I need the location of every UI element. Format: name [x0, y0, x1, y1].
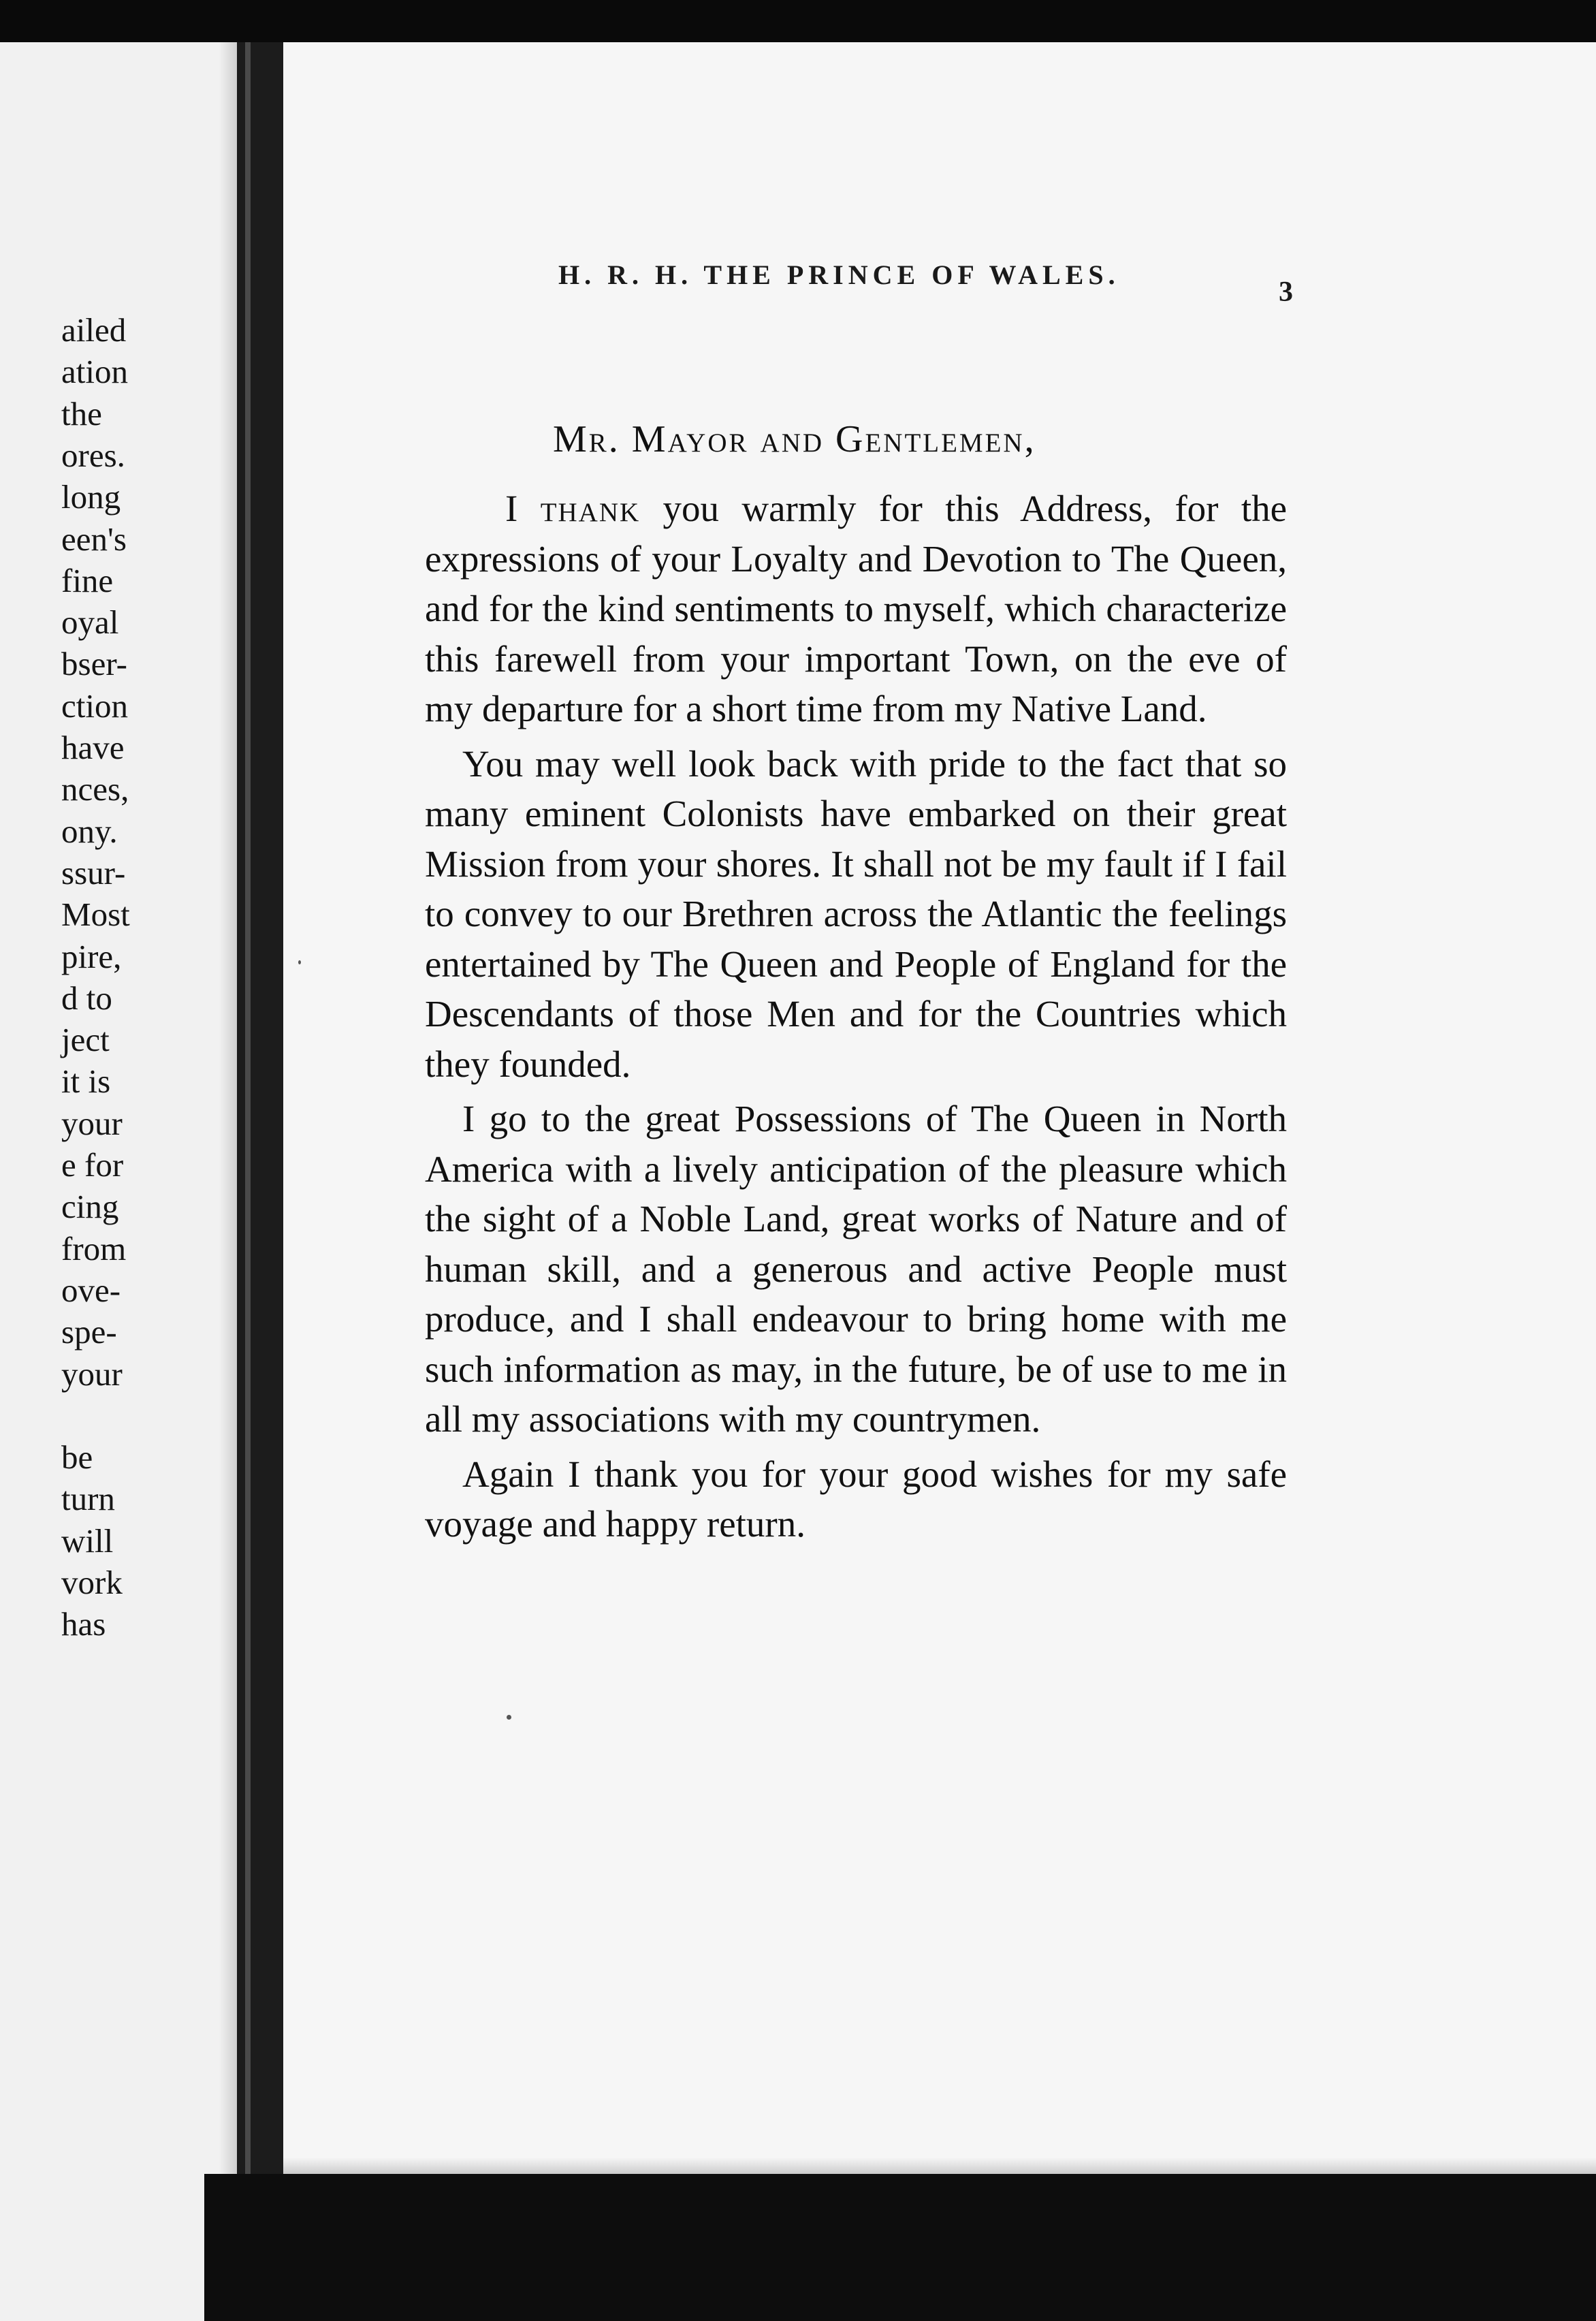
paragraph-3: I go to the great Possessions of The Queen in North America with a lively anticipation of the pleasure which the sight of a Noble Land, great works of Nature and of human skill, and a generous and active People must produce, and I shall endeavour to bring home with me such information as may, in the future, be of use to me in all my associations with my countrymen.	[425, 1098, 1287, 1440]
running-head: H. R. H. THE PRINCE OF WALES.	[558, 259, 1120, 290]
facing-page-fragment: cing	[61, 1188, 119, 1226]
ink-speck	[298, 960, 301, 964]
facing-page-fragment: ailed	[61, 311, 127, 349]
facing-page-fragment: Most	[61, 896, 130, 934]
first-smallcaps: thank	[540, 488, 641, 529]
facing-page-fragment: vork	[61, 1564, 123, 1601]
facing-page-fragment: nces,	[61, 770, 129, 808]
facing-page-fragment: ation	[61, 353, 128, 391]
paragraph-1	[425, 484, 1287, 734]
facing-page-fragment: ssur-	[61, 853, 126, 891]
facing-page-fragment: be	[61, 1438, 93, 1477]
gutter-shadow	[219, 42, 237, 2321]
facing-page-fragment: ject	[61, 1021, 110, 1059]
facing-page-fragment: ores.	[61, 436, 125, 474]
scan-bottom-border	[204, 2174, 1596, 2321]
facing-page-fragment: has	[61, 1605, 106, 1643]
ink-speck	[507, 1715, 511, 1720]
facing-page-fragment: ction	[61, 686, 128, 725]
facing-page-fragment: your	[61, 1104, 123, 1142]
page-number: 3	[1279, 277, 1293, 308]
facing-page-fragment: have	[61, 729, 125, 766]
facing-page-left	[0, 42, 237, 2321]
facing-page-fragment: the	[61, 394, 102, 432]
facing-page-fragment: spe-	[61, 1313, 117, 1351]
salutation: Mr. Mayor and Gentlemen,	[553, 418, 1036, 460]
spine-edge	[245, 42, 251, 2321]
facing-page-fragment: e for	[61, 1146, 124, 1184]
book-spine	[237, 42, 283, 2321]
facing-page-fragment: from	[61, 1229, 127, 1267]
facing-page-fragment: pire,	[61, 937, 122, 975]
facing-page-fragment: ony.	[61, 812, 118, 850]
paragraph-1-text: you warmly for this Address, for the expressions of your Loyalty and Devotion to The Queen, and for the kind sentiments to myself, which characterize this farewell from your important Town, on the eve of my departure for a short time from my Native Land.	[425, 488, 1288, 729]
facing-page-fragment: long	[61, 478, 121, 516]
facing-page-fragment: oyal	[61, 603, 119, 642]
facing-page-fragment: will	[61, 1521, 114, 1560]
facing-page-fragment: turn	[61, 1480, 115, 1518]
facing-page-fragment: fine	[61, 561, 114, 599]
paragraph-2: You may well look back with pride to the fact that so many eminent Colonists have embarked on their great Mission from your shores. It shall not be my fault if I fail to convey to our Brethren across the Atlantic the feelings entertained by The Queen and People of England for the Descendants of those Men and for the Countries which they founded.	[425, 742, 1287, 1085]
scan-top-border	[0, 0, 1596, 42]
letter-body	[425, 484, 1287, 1554]
page-bottom-edge	[283, 2158, 1596, 2174]
facing-page-fragment: it is	[61, 1062, 111, 1101]
paragraph-4: Again I thank you for your good wishes for my safe voyage and happy return.	[425, 1453, 1287, 1545]
first-word: I	[505, 488, 518, 529]
facing-page-fragment: your	[61, 1355, 123, 1393]
facing-page-fragment: ove-	[61, 1271, 121, 1309]
facing-page-fragment: bser-	[61, 645, 127, 683]
facing-page-fragment: een's	[61, 520, 127, 558]
facing-page-fragment: d to	[61, 979, 112, 1017]
